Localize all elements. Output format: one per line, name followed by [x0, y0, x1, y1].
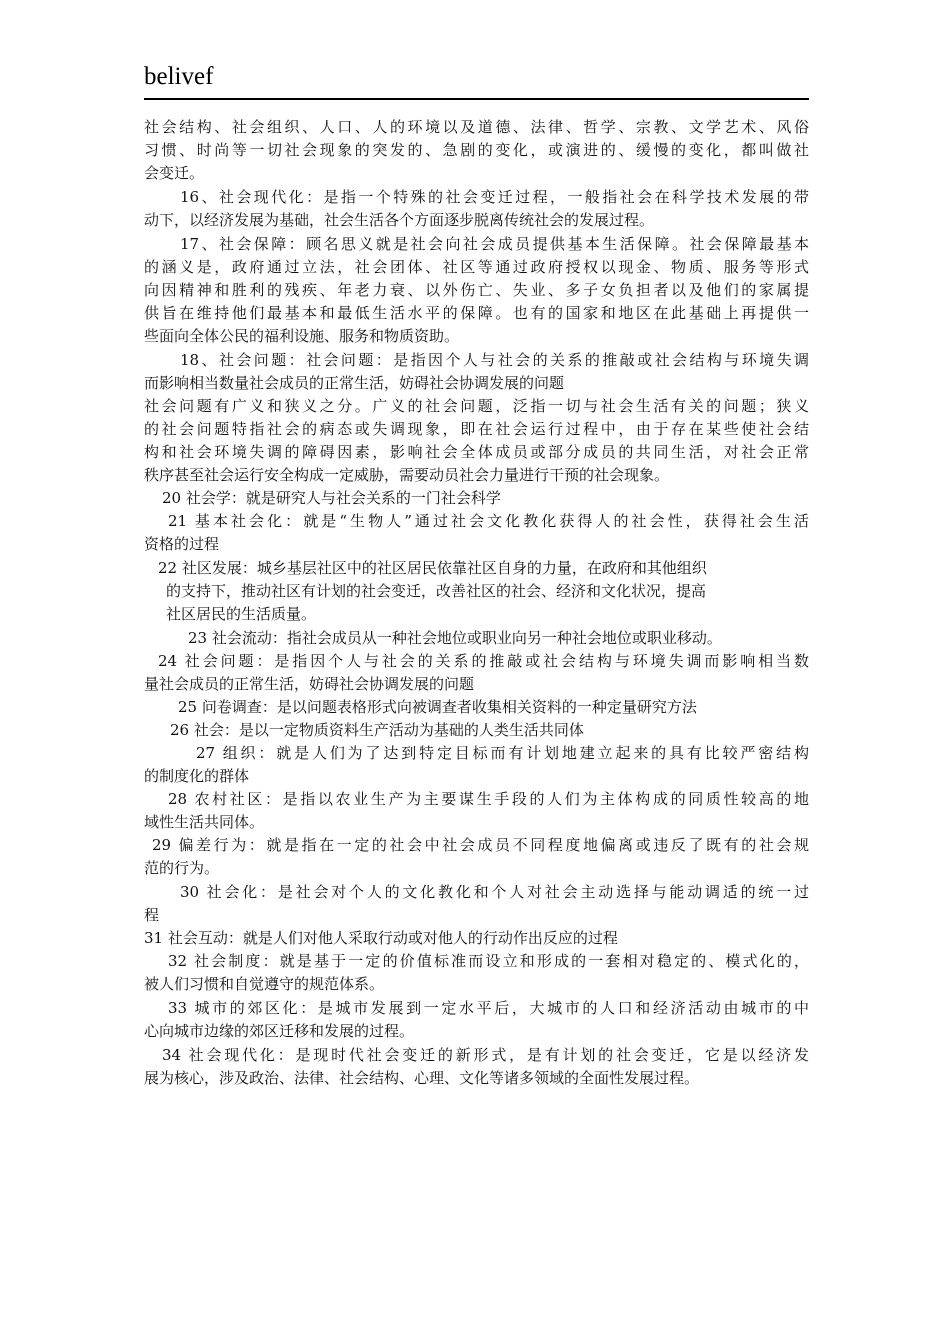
text-line: 30 社会化：是社会对个人的文化教化和个人对社会主动选择与能动调适的统一过: [180, 883, 809, 901]
text-line: 26 社会：是以一定物质资料生产活动为基础的人类生活共同体: [170, 721, 584, 739]
text-line: 24 社会问题：是指因个人与社会的关系的推敲或社会结构与环境失调而影响相当数: [158, 652, 809, 670]
text-line: 33 城市的郊区化：是城市发展到一定水平后，大城市的人口和经济活动由城市的中: [168, 999, 809, 1017]
text-line: 20 社会学：就是研究人与社会关系的一门社会科学: [162, 489, 501, 507]
text-line: 被人们习惯和自觉遵守的规范体系。: [144, 975, 385, 993]
text-line: 范的行为。: [144, 859, 220, 877]
text-line: 些面向全体公民的福利设施、服务和物质资助。: [144, 327, 460, 345]
text-line: 心向城市边缘的郊区迁移和发展的过程。: [144, 1022, 415, 1040]
text-line: 域性生活共同体。: [144, 813, 265, 831]
text-line: 会变迁。: [144, 164, 205, 182]
text-line: 27 组织：就是人们为了达到特定目标而有计划地建立起来的具有比较严密结构: [196, 744, 809, 762]
text-line: 29 偏差行为：就是指在一定的社会中社会成员不同程度地偏离或违反了既有的社会规: [152, 836, 809, 854]
text-line: 25 问卷调查：是以问题表格形式向被调查者收集相关资料的一种定量研究方法: [178, 698, 697, 716]
header-title: belivef: [144, 63, 214, 90]
text-line: 向因精神和胜利的残疾、年老力衰、以外伤亡、失业、多子女负担者以及他们的家属提: [144, 281, 809, 299]
text-line: 17、社会保障：顾名思义就是社会向社会成员提供基本生活保障。社会保障最基本: [180, 235, 809, 253]
header-rule: [144, 98, 809, 100]
text-line: 18、社会问题：社会问题：是指因个人与社会的关系的推敲或社会结构与环境失调: [180, 351, 809, 369]
text-line: 而影响相当数量社会成员的正常生活，妨碍社会协调发展的问题: [144, 374, 565, 392]
text-line: 34 社会现代化：是现时代社会变迁的新形式，是有计划的社会变迁，它是以经济发: [162, 1046, 809, 1064]
text-line: 程: [144, 906, 160, 924]
text-line: 的制度化的群体: [144, 767, 250, 785]
text-line: 量社会成员的正常生活，妨碍社会协调发展的问题: [144, 675, 475, 693]
text-line: 的涵义是，政府通过立法，社会团体、社区等通过政府授权以现金、物质、服务等形式: [144, 258, 809, 276]
text-line: 习惯、时尚等一切社会现象的突发的、急剧的变化，或演进的、缓慢的变化，都叫做社: [144, 141, 809, 159]
text-line: 社会结构、社会组织、人口、人的环境以及道德、法律、哲学、宗教、文学艺术、风俗: [144, 118, 809, 136]
text-line: 供旨在维持他们最基本和最低生活水平的保障。也有的国家和地区在此基础上再提供一: [144, 304, 809, 322]
text-line: 的社会问题特指社会的病态或失调现象，即在社会运行过程中，由于存在某些使社会结: [144, 420, 809, 438]
text-line: 32 社会制度：就是基于一定的价值标准而设立和形成的一套相对稳定的、模式化的，: [168, 952, 809, 970]
text-line: 28 农村社区：是指以农业生产为主要谋生手段的人们为主体构成的同质性较高的地: [168, 790, 809, 808]
text-line: 资格的过程: [144, 535, 220, 553]
text-line: 社区居民的生活质量。: [166, 605, 317, 623]
text-line: 22 社区发展：城乡基层社区中的社区居民依靠社区自身的力量，在政府和其他组织: [158, 559, 707, 577]
document-body: [144, 116, 809, 1090]
text-line: 的支持下，推动社区有计划的社会变迁，改善社区的社会、经济和文化状况，提高: [166, 582, 707, 600]
text-line: 23 社会流动：指社会成员从一种社会地位或职业向另一种社会地位或职业移动。: [188, 629, 722, 647]
text-line: 动下，以经济发展为基础，社会生活各个方面逐步脱离传统社会的发展过程。: [144, 211, 655, 229]
text-line: 构和社会环境失调的障碍因素，影响社会全体成员或部分成员的共同生活，对社会正常: [144, 443, 809, 461]
text-line: 16、社会现代化：是指一个特殊的社会变迁过程，一般指社会在科学技术发展的带: [180, 188, 809, 206]
text-line: 21 基本社会化：就是“生物人”通过社会文化教化获得人的社会性，获得社会生活: [168, 512, 809, 530]
text-line: 31 社会互动：就是人们对他人采取行动或对他人的行动作出反应的过程: [144, 929, 618, 947]
text-line: 展为核心，涉及政治、法律、社会结构、心理、文化等诸多领域的全面性发展过程。: [144, 1069, 700, 1087]
text-line: 社会问题有广义和狭义之分。广义的社会问题，泛指一切与社会生活有关的问题；狭义: [144, 397, 809, 415]
text-line: 秩序甚至社会运行安全构成一定威胁，需要动员社会力量进行干预的社会现象。: [144, 466, 670, 484]
